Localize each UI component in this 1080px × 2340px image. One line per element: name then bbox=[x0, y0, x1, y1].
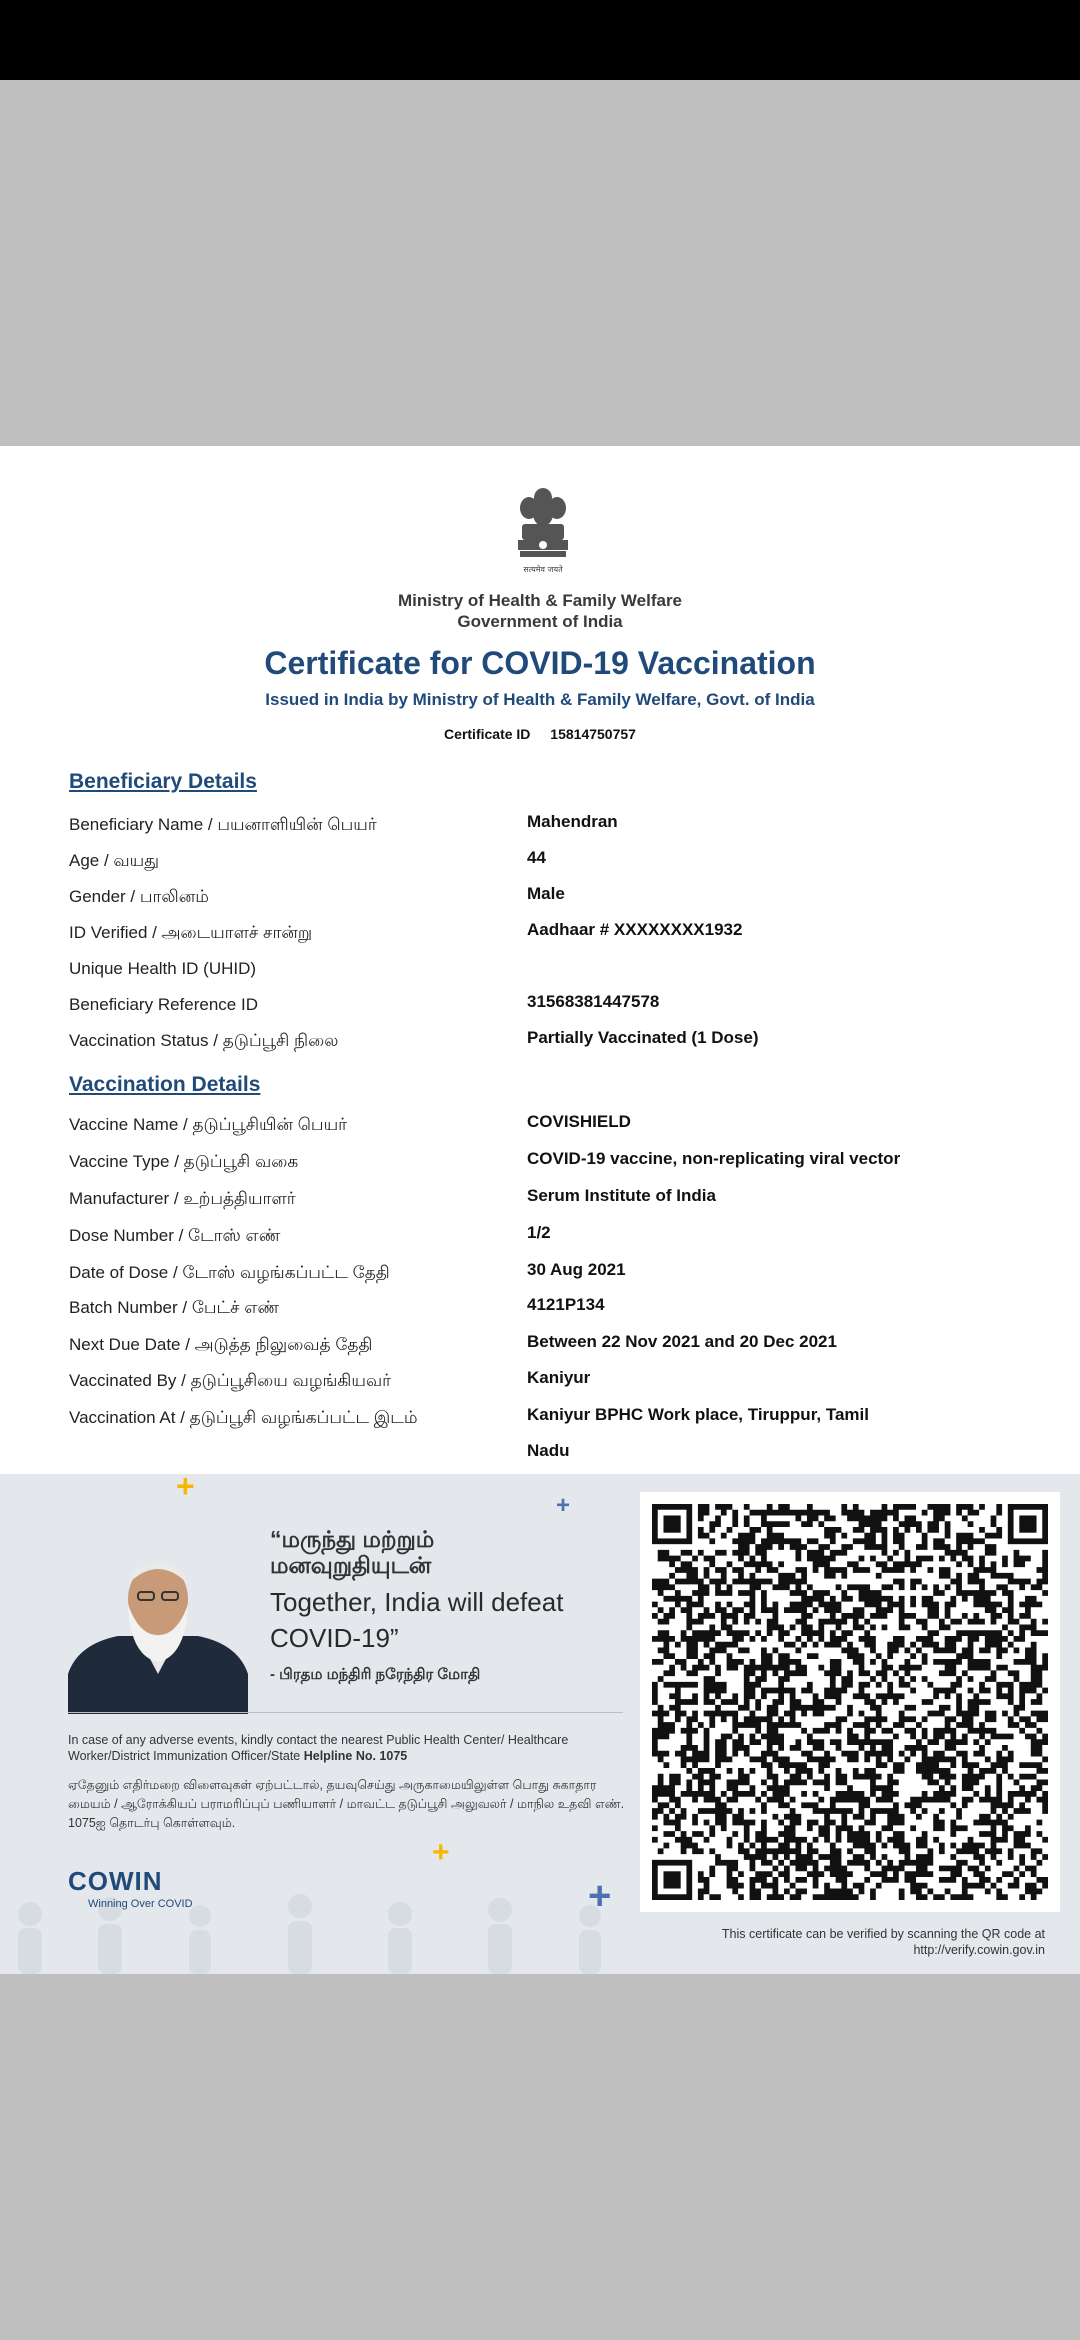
detail-row-vaccination-at-cont bbox=[0, 1441, 1080, 1474]
row-label: Date of Dose / டோஸ் வழங்கப்பட்ட தேதி bbox=[69, 1263, 390, 1282]
detail-row-vaccination-status bbox=[0, 1028, 1080, 1061]
row-value: COVISHIELD bbox=[527, 1112, 631, 1131]
row-label: Age / வயது bbox=[69, 851, 160, 870]
blue-plus-icon: + bbox=[556, 1492, 571, 1519]
quote-english: Together, India will defeat COVID-19” bbox=[270, 1587, 564, 1653]
row-value: Kaniyur bbox=[527, 1368, 591, 1387]
detail-row-batch-number bbox=[0, 1295, 1080, 1328]
row-value: 4121P134 bbox=[527, 1295, 605, 1314]
row-label: Gender / பாலினம் bbox=[69, 887, 209, 906]
helpline-english-text: In case of any adverse events, kindly contact the nearest Public Health Center/ Healthcare Worker/District Immunization Officer/State bbox=[68, 1733, 569, 1763]
blue-plus-icon: + bbox=[588, 1874, 612, 1918]
ministry-line2: Government of India bbox=[457, 612, 623, 631]
detail-row-next-due-date bbox=[0, 1332, 1080, 1365]
row-label: Batch Number / பேட்ச் எண் bbox=[69, 1298, 280, 1317]
row-value-continued: Nadu bbox=[527, 1441, 570, 1460]
ministry-line1: Ministry of Health & Family Welfare bbox=[397, 591, 683, 610]
row-value: Partially Vaccinated (1 Dose) bbox=[527, 1028, 759, 1047]
helpline-tamil: ஏதேனும் எதிர்மறை விளைவுகள் ஏற்பட்டால், தயவுசெய்து அருகாமையிலுள்ள பொது சுகாதார மையம் / ஆரோக்கியப் பராமரிப்புப் பணியாளர் / மாவட்ட தடுப்பூசி அலுவலர் / மாநில உதவி எண். 1075ஐ தொடர்பு கொள்ளவும். bbox=[68, 1778, 625, 1830]
row-value: COVID-19 vaccine, non-replicating viral vector bbox=[527, 1149, 901, 1168]
certificate-id bbox=[0, 726, 1080, 742]
detail-row-vaccine-type bbox=[0, 1149, 1080, 1182]
certificate-subtitle: Issued in India by Ministry of Health & Family Welfare, Govt. of India bbox=[265, 690, 815, 709]
quote-tamil: “மருந்து மற்றும் மனவுறுதியுடன் bbox=[270, 1526, 435, 1578]
ministry-heading bbox=[0, 590, 1080, 632]
prime-minister-portrait bbox=[68, 1544, 248, 1714]
detail-row-dose-number bbox=[0, 1223, 1080, 1256]
yellow-plus-icon: + bbox=[432, 1836, 450, 1869]
qr-finder-pattern bbox=[1019, 1515, 1036, 1532]
row-label: Vaccine Name / தடுப்பூசியின் பெயர் bbox=[69, 1115, 348, 1134]
emblem-motto: सत्यमेव जयते bbox=[523, 565, 563, 574]
yellow-plus-icon: + bbox=[176, 1474, 195, 1504]
row-value: Serum Institute of India bbox=[527, 1186, 716, 1205]
verify-url: http://verify.cowin.gov.in bbox=[913, 1943, 1045, 1957]
row-label: ID Verified / அடையாளச் சான்று bbox=[69, 923, 313, 942]
qr-finder-pattern bbox=[663, 1515, 680, 1532]
row-value: 44 bbox=[527, 848, 546, 867]
row-label: Dose Number / டோஸ் எண் bbox=[69, 1226, 281, 1245]
qr-finder-pattern bbox=[663, 1871, 680, 1888]
verify-note bbox=[620, 1926, 1045, 1958]
vaccination-heading: Vaccination Details bbox=[69, 1073, 261, 1096]
detail-row-vaccination-at bbox=[0, 1405, 1080, 1438]
certificate-id-label: Certificate ID bbox=[444, 726, 531, 742]
row-label: Vaccination At / தடுப்பூசி வழங்கப்பட்ட இடம் bbox=[69, 1408, 418, 1427]
row-value: 30 Aug 2021 bbox=[527, 1260, 626, 1279]
national-emblem-icon bbox=[514, 484, 572, 584]
detail-row-beneficiary-name bbox=[0, 812, 1080, 845]
cowin-tagline: Winning Over COVID bbox=[88, 1898, 193, 1910]
row-value: 31568381447578 bbox=[527, 992, 660, 1011]
verify-text: This certificate can be verified by scanning the QR code at bbox=[721, 1927, 1045, 1941]
row-label: Vaccinated By / தடுப்பூசியை வழங்கியவர் bbox=[69, 1371, 392, 1390]
certificate-title: Certificate for COVID-19 Vaccination bbox=[264, 645, 816, 681]
row-value: Aadhaar # XXXXXXXX1932 bbox=[527, 920, 743, 939]
row-value: Male bbox=[527, 884, 565, 903]
row-label: Beneficiary Name / பயனாளியின் பெயர் bbox=[69, 815, 377, 834]
row-label: Vaccination Status / தடுப்பூசி நிலை bbox=[69, 1031, 339, 1050]
detail-row-reference-id bbox=[0, 992, 1080, 1025]
qr-code bbox=[640, 1492, 1060, 1912]
helpline-number: Helpline No. 1075 bbox=[303, 1749, 408, 1763]
detail-row-id-verified bbox=[0, 920, 1080, 953]
helpline-english bbox=[68, 1732, 628, 1764]
row-label: Vaccine Type / தடுப்பூசி வகை bbox=[69, 1152, 299, 1171]
row-label: Next Due Date / அடுத்த நிலுவைத் தேதி bbox=[69, 1335, 373, 1354]
detail-row-gender bbox=[0, 884, 1080, 917]
banner-divider bbox=[68, 1712, 623, 1713]
detail-row-age bbox=[0, 848, 1080, 881]
detail-row-vaccinated-by bbox=[0, 1368, 1080, 1401]
row-value: Kaniyur BPHC Work place, Tiruppur, Tamil bbox=[527, 1405, 869, 1424]
row-label: Beneficiary Reference ID bbox=[69, 995, 258, 1014]
row-value: Between 22 Nov 2021 and 20 Dec 2021 bbox=[527, 1332, 837, 1351]
row-value: 1/2 bbox=[527, 1223, 551, 1242]
certificate-id-value: 15814750757 bbox=[550, 726, 636, 742]
status-bar bbox=[0, 0, 1080, 80]
quote-attribution: - பிரதம மந்திரி நரேந்திர மோதி bbox=[270, 1666, 481, 1683]
row-label: Manufacturer / உற்பத்தியாளர் bbox=[69, 1189, 296, 1208]
detail-row-vaccine-name bbox=[0, 1112, 1080, 1145]
row-label: Unique Health ID (UHID) bbox=[69, 959, 257, 978]
beneficiary-heading: Beneficiary Details bbox=[69, 770, 257, 793]
detail-row-manufacturer bbox=[0, 1186, 1080, 1219]
detail-row-date-of-dose bbox=[0, 1260, 1080, 1293]
detail-row-uhid bbox=[0, 959, 1080, 989]
info-banner bbox=[0, 1474, 1080, 1974]
qr-modules bbox=[652, 1504, 1048, 1900]
row-value: Mahendran bbox=[527, 812, 618, 831]
cowin-logo: COWIN bbox=[68, 1866, 163, 1896]
